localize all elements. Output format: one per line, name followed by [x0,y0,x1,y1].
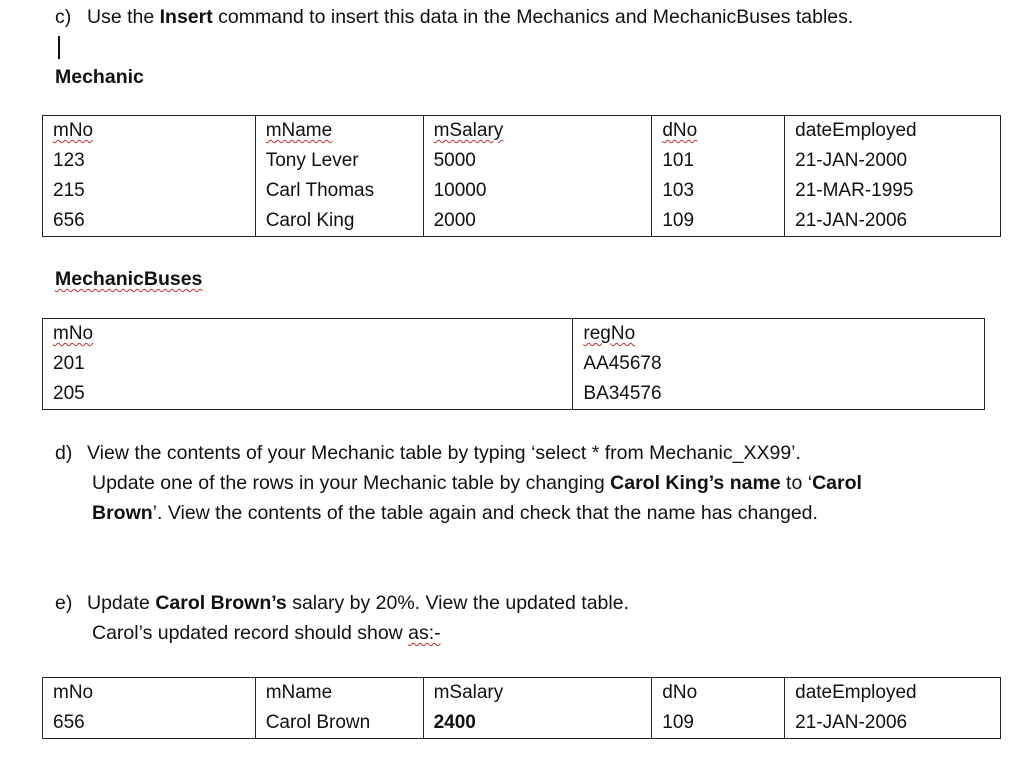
cell: 215 [43,176,256,206]
cell: 21-JAN-2006 [785,206,1001,237]
header-msalary: mSalary [423,678,652,709]
cell: 201 [43,349,573,379]
cell: 21-MAR-1995 [785,176,1001,206]
cell: 123 [43,146,256,176]
table-row [43,708,1001,739]
cell: Tony Lever [255,146,423,176]
cell: Carol King [255,206,423,237]
cell: 656 [43,206,256,237]
cell: BA34576 [573,379,985,410]
table-row [43,379,985,410]
part-c-text-post: command to insert this data in the Mechanics and MechanicBuses tables. [212,6,854,28]
cell: 2000 [423,206,652,237]
header-mno: mNo [43,116,256,147]
cell: 101 [652,146,785,176]
part-e-instruction [55,588,629,648]
part-d-marker: d) [55,442,73,464]
header-mno: mNo [43,319,573,350]
cell: Carol Brown [255,708,423,739]
table-row [43,206,1001,237]
cell: 109 [652,708,785,739]
part-e-line2-pre: Carol’s updated record should show [92,622,409,644]
mechanicbuses-table [42,318,985,410]
part-c-marker: c) [55,6,72,28]
table-row [43,176,1001,206]
cell-salary: 2400 [423,708,652,739]
mechanic-table [42,115,1001,237]
header-regno: regNo [573,319,985,350]
cell: 205 [43,379,573,410]
header-dateemployed: dateEmployed [785,116,1001,147]
part-c-text-pre: Use the [87,6,160,28]
cell: 656 [43,708,256,739]
cell: 103 [652,176,785,206]
cell: AA45678 [573,349,985,379]
mechanicbuses-header-row [43,319,985,350]
updated-record-table [42,677,1001,739]
header-msalary: mSalary [423,116,652,147]
header-mno: mNo [43,678,256,709]
part-d-line2-pre: Update one of the rows in your Mechanic table by changing [92,472,611,494]
header-dateemployed: dateEmployed [785,678,1001,709]
header-dno: dNo [652,116,785,147]
text-cursor [58,36,60,59]
part-e-line1-pre: Update [87,592,156,614]
mechanic-table-header-row [43,116,1001,147]
mechanic-heading: Mechanic [55,66,144,88]
cell: 21-JAN-2006 [785,708,1001,739]
updated-header-row [43,678,1001,709]
part-d-line3-post: ’. View the contents of the table again and check that the name has changed. [152,502,818,524]
part-d-line1: View the contents of your Mechanic table by typing ‘select * from Mechanic_XX99’. [87,442,801,464]
cell: 10000 [423,176,652,206]
cell: Carl Thomas [255,176,423,206]
part-e-marker: e) [55,592,73,614]
header-dno: dNo [652,678,785,709]
cell: 109 [652,206,785,237]
part-d-instruction [55,438,862,528]
header-mname: mName [255,116,423,147]
table-row [43,146,1001,176]
part-d-bold-name: Carol King’s name [610,472,781,494]
header-mname: mName [255,678,423,709]
cell: 5000 [423,146,652,176]
part-c-instruction [55,2,853,32]
table-row [43,349,985,379]
part-c-bold-insert: Insert [159,6,213,28]
part-e-bold-name: Carol Brown’s [155,592,287,614]
part-d-bold-carol: Carol [812,472,862,494]
cell: 21-JAN-2000 [785,146,1001,176]
part-d-line2-mid: to ‘ [780,472,813,494]
mechanicbuses-heading: MechanicBuses [55,268,203,290]
part-d-bold-brown: Brown [92,502,153,524]
part-e-line1-post: salary by 20%. View the updated table. [286,592,629,614]
part-e-line2-squig: as:- [408,622,441,644]
